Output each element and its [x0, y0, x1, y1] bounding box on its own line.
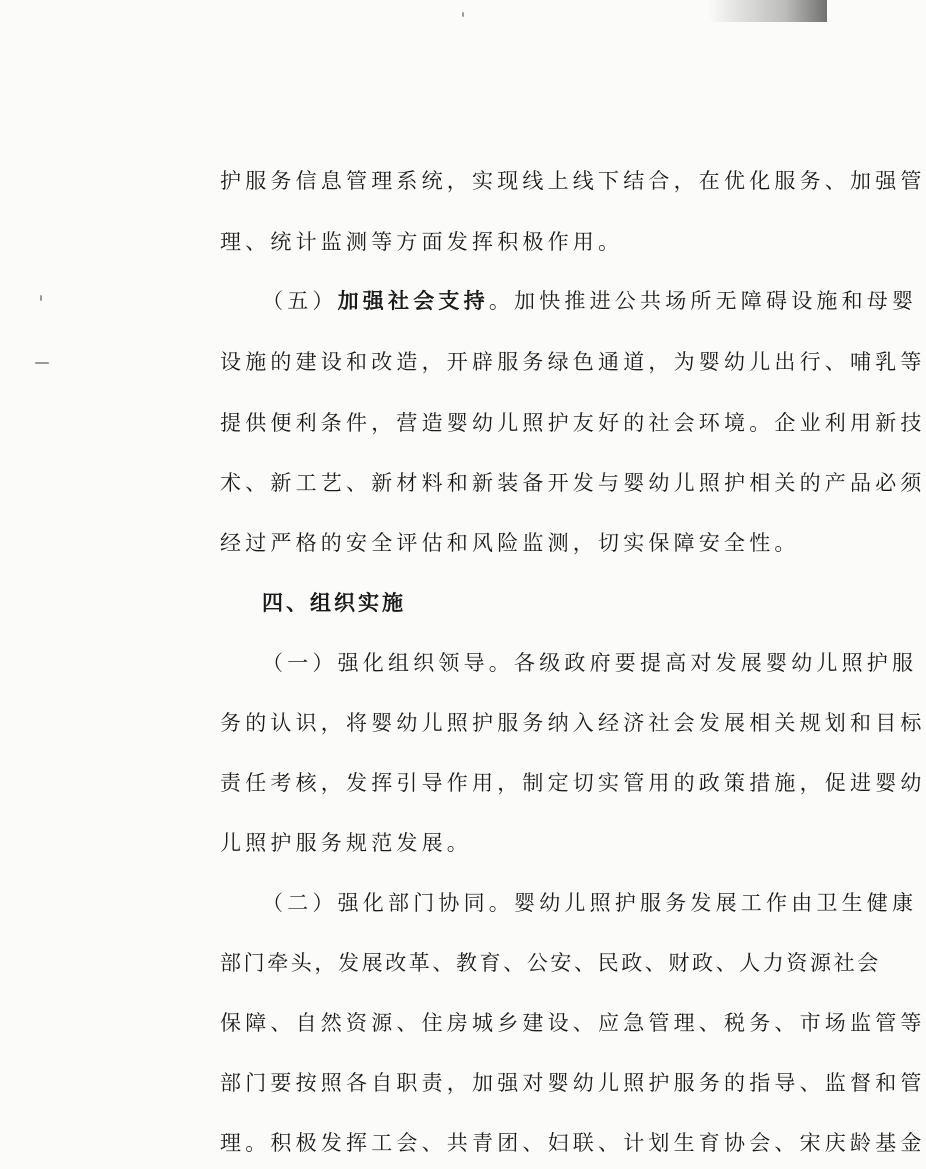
text-line: 儿照护服务规范发展。	[220, 831, 472, 855]
text-line: （一）强化组织领导。各级政府要提高对发展婴幼儿照护服	[262, 651, 918, 675]
text-line: 术、新工艺、新材料和新装备开发与婴幼儿照护相关的产品必须	[220, 471, 926, 495]
text-line: 责任考核，发挥引导作用，制定切实管用的政策措施，促进婴幼	[220, 771, 926, 795]
text-line: （二）强化部门协同。婴幼儿照护服务发展工作由卫生健康	[262, 891, 918, 915]
text-line: 经过严格的安全评估和风险监测，切实保障安全性。	[220, 531, 800, 555]
text-line: 部门要按照各自职责，加强对婴幼儿照护服务的指导、监督和管	[220, 1071, 926, 1095]
text-line: 理、统计监测等方面发挥积极作用。	[220, 230, 624, 254]
section-lead: （五）	[262, 289, 338, 313]
text-line: 保障、自然资源、住房城乡建设、应急管理、税务、市场监管等	[220, 1011, 926, 1035]
text-line: 设施的建设和改造，开辟服务绿色通道，为婴幼儿出行、哺乳等	[220, 350, 926, 374]
section-heading: 四、组织实施	[262, 591, 406, 615]
section-text: 。加快推进公共场所无障碍设施和母婴	[488, 289, 918, 313]
text-line: 务的认识，将婴幼儿照护服务纳入经济社会发展相关规划和目标	[220, 711, 926, 735]
section-title: 加强社会支持	[337, 289, 489, 313]
text-line: 护服务信息管理系统，实现线上线下结合，在优化服务、加强管	[220, 169, 926, 193]
text-line	[262, 288, 918, 314]
text-line: 部门牵头，发展改革、教育、公安、民政、财政、人力资源社会	[220, 951, 881, 975]
text-line: 理。积极发挥工会、共青团、妇联、计划生育协会、宋庆龄基金	[220, 1131, 926, 1155]
text-line: 提供便利条件，营造婴幼儿照护友好的社会环境。企业利用新技	[220, 411, 926, 435]
